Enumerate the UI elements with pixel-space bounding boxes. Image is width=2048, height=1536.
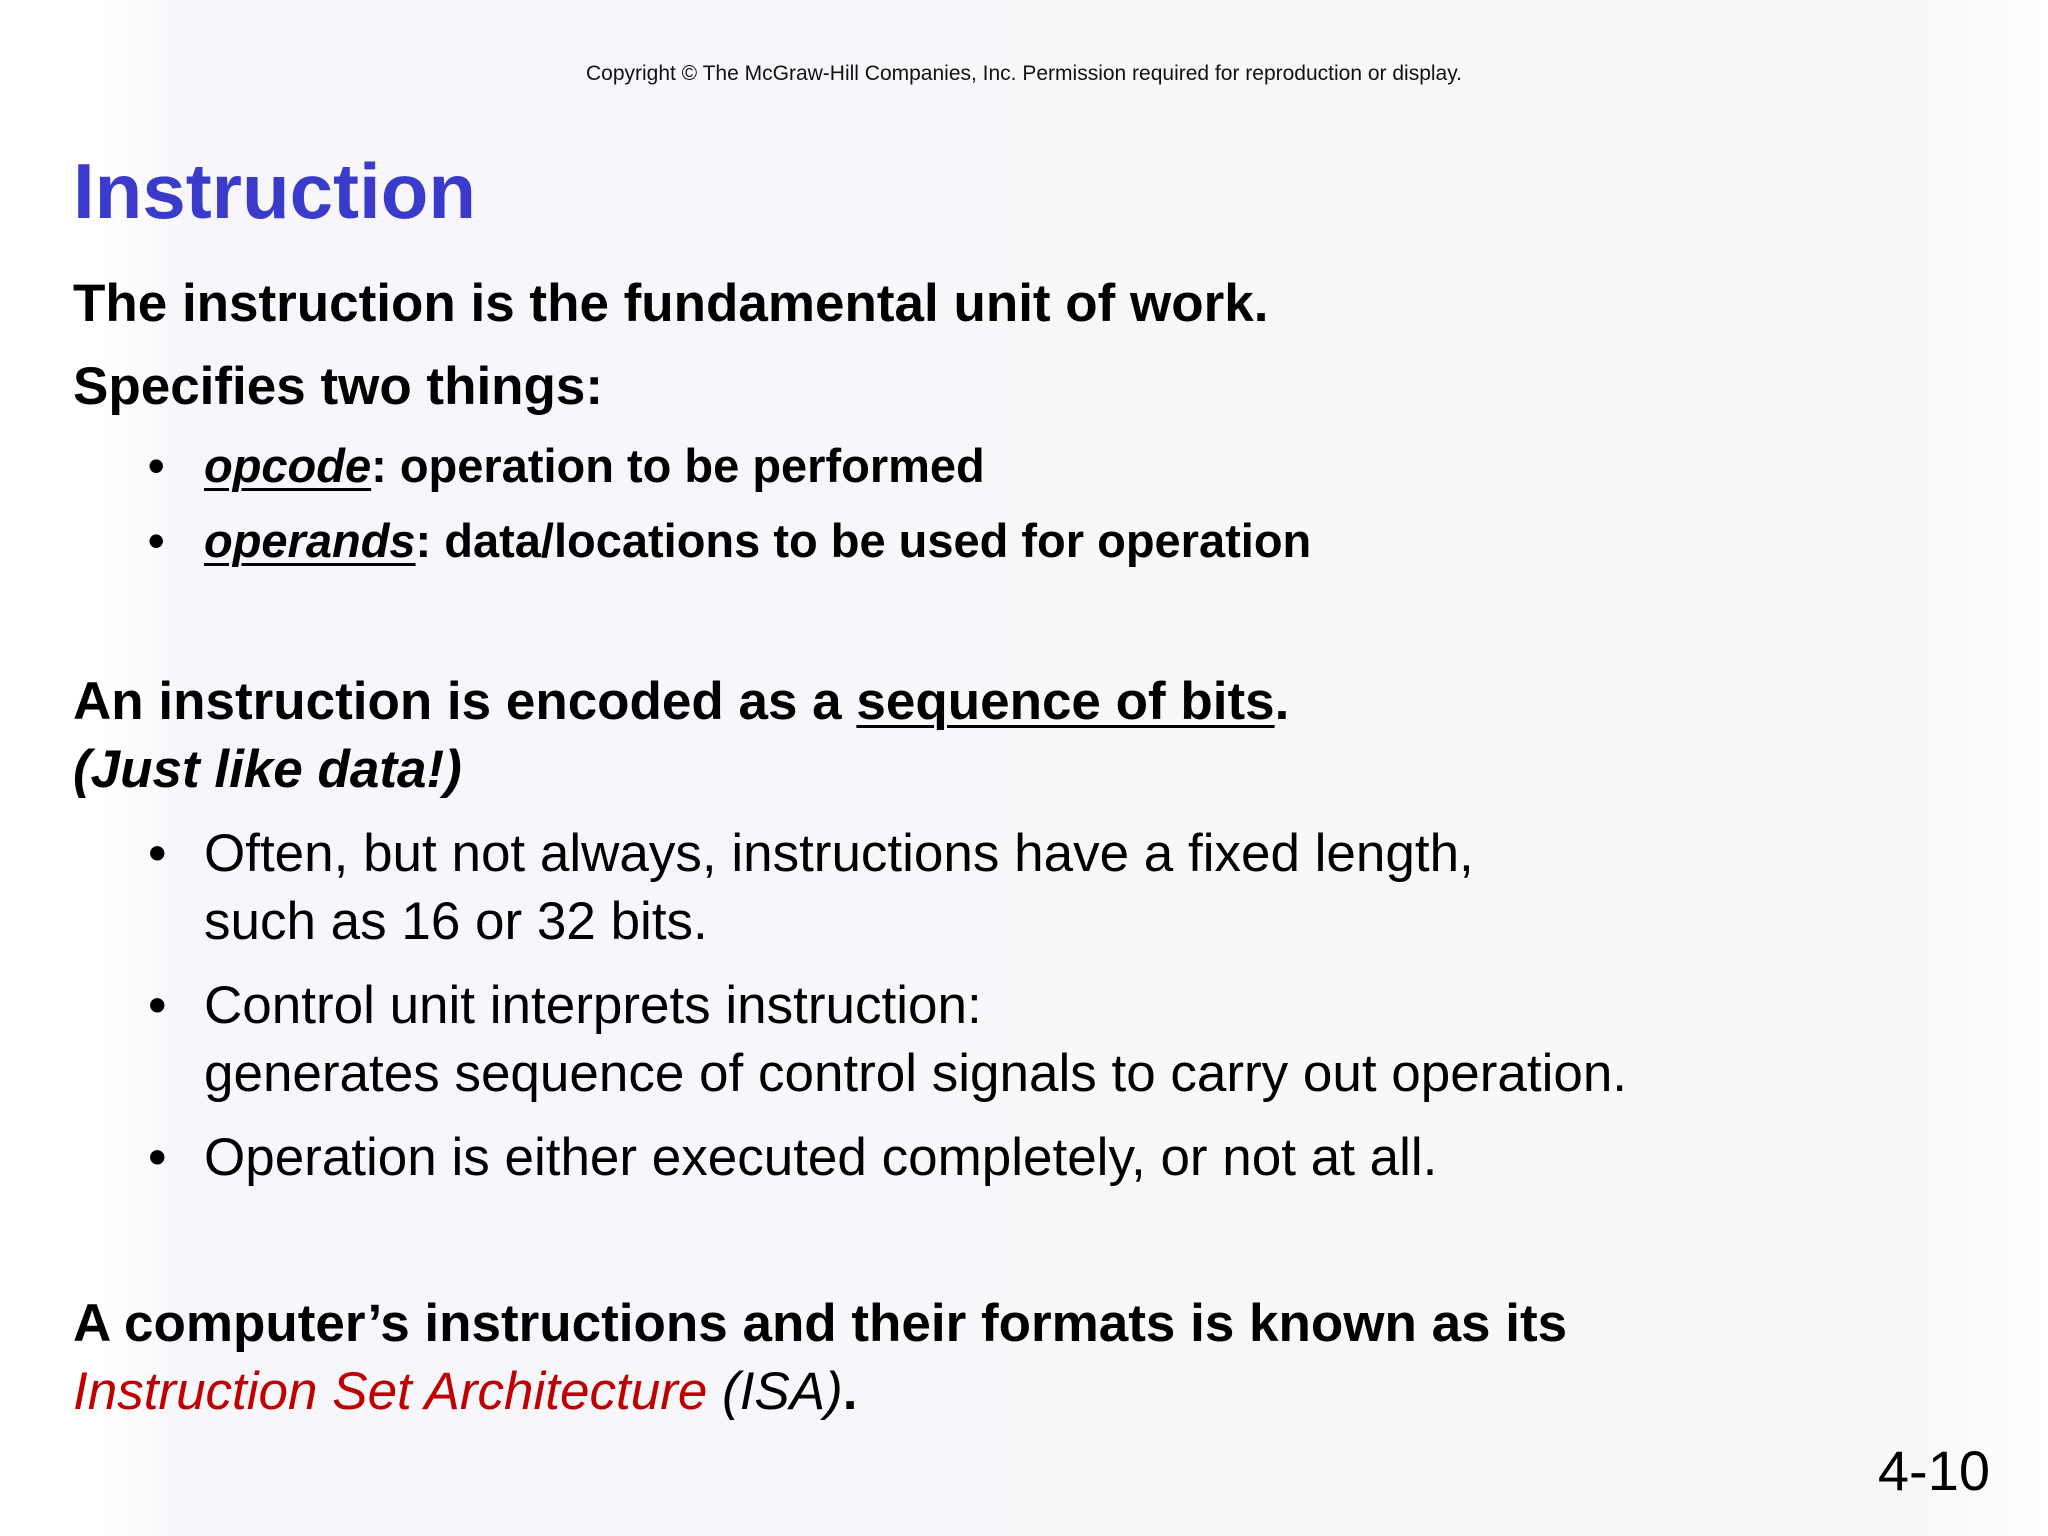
bullet-dot: •	[148, 976, 167, 1035]
bullet-text	[204, 507, 1311, 575]
isa-term: Instruction Set Architecture	[73, 1362, 708, 1421]
bullet-line: Often, but not always, instructions have a fixed length,	[204, 824, 1474, 883]
slide-title: Instruction	[73, 147, 476, 235]
encoded-line	[73, 670, 1289, 734]
bullet-text	[204, 1124, 1437, 1192]
bullet-dot: •	[148, 439, 165, 492]
bullet-dot: •	[148, 514, 165, 567]
encoded-suffix: .	[1274, 672, 1290, 731]
isa-abbr: (ISA)	[707, 1362, 843, 1421]
bullet-line: generates sequence of control signals to carry out operation.	[204, 1044, 1628, 1103]
bullet-text	[204, 432, 985, 500]
opcode-term: opcode	[204, 439, 372, 492]
bullet-line: such as 16 or 32 bits.	[204, 892, 708, 951]
bullet-dot: •	[148, 1128, 167, 1187]
isa-line-1: A computer’s instructions and their formats is known as its	[73, 1294, 1568, 1353]
opcode-desc: : operation to be performed	[371, 439, 985, 492]
specifies-line: Specifies two things:	[73, 357, 604, 416]
bullet-line: Control unit interprets instruction:	[204, 976, 982, 1035]
encoded-underlined: sequence of bits	[856, 672, 1275, 731]
isa-line-2	[73, 1360, 858, 1424]
operands-term: operands	[204, 514, 416, 567]
bullet-dot: •	[148, 824, 167, 883]
bullet-text	[204, 820, 1474, 956]
isa-end: .	[842, 1362, 858, 1421]
bullet-text	[204, 972, 1627, 1108]
page-number: 4-10	[1877, 1439, 1990, 1502]
encoded-prefix: An instruction is encoded as a	[73, 672, 857, 731]
operands-desc: : data/locations to be used for operation	[415, 514, 1312, 567]
bullet-line: Operation is either executed completely, or not at all.	[204, 1128, 1438, 1187]
intro-line: The instruction is the fundamental unit of work.	[73, 274, 1269, 333]
encoded-aside: (Just like data!)	[73, 740, 462, 799]
copyright-notice: Copyright © The McGraw-Hill Companies, Inc. Permission required for reproduction or display.	[585, 62, 1463, 85]
